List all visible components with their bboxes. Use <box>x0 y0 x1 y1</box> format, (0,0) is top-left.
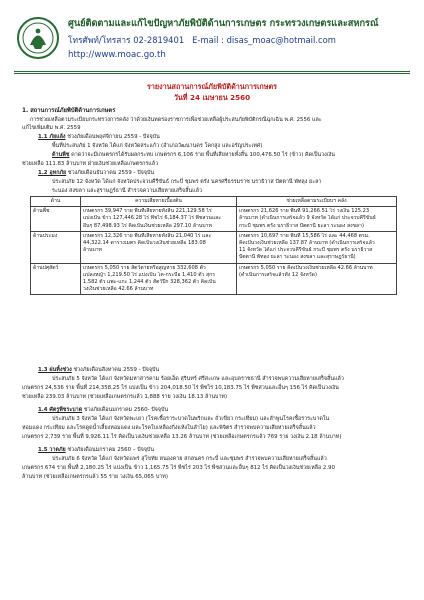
flood-line: ประสบภัย 12 จังหวัด ได้แก่ จังหวัดประจวบคีรีขันธ์ กระบี่ ชุมพร ตรัง นครศรีธรรมราช นราธิวาส ปัตตานี พัทลุง ยะลา <box>52 179 322 185</box>
contact-line <box>68 33 336 47</box>
drought-line: พื้นที่ประสบภัย 1 จังหวัด ได้แก่ จังหวัดสระแก้ว (อำเภอวัฒนานคร โคกสูง และอรัญประเทศ) <box>52 143 263 149</box>
storm-period: ช่วงภัยเดือนมกราคม 2560 – ปัจจุบัน <box>65 447 155 453</box>
intro-line: การช่วยเหลือตามระเบียบกระทรวงการคลัง ว่าด้วยเงินทดรองราชการเพื่อช่วยเหลือผู้ประสบภัยพิบัติกรณีฉุกเฉิน พ.ศ. 2556 และ <box>30 117 322 123</box>
cell-line: กระบี่ ชุมพร ตรัง นราธิวาส ปัตตานี ยะลา ระนอง สงขลา) <box>239 222 365 229</box>
flood-damage-table <box>30 196 397 295</box>
cell-line: เกษตรกร 39,947 ราย พื้นที่เสียหายทั้งสิ้น 221,129.58 ไร่ <box>83 208 212 215</box>
dry-spell-line: ช่วยเหลือ 239.03 ล้านบาท (ช่วยเหลือเกษตรกรแล้ว 1,888 ราย วงเงิน 18.13 ล้านบาท) <box>22 394 228 400</box>
cell-line: เกษตรกร 5,050 ราย คิดเป็นวงเงินช่วยเหลือ 42.66 ล้านบาท <box>239 264 373 271</box>
pest-period: ช่วงภัยเดือนมกราคม 2560- ปัจจุบัน <box>82 407 169 413</box>
drought-heading <box>38 133 160 141</box>
storm-line: ล้านบาท (ช่วยเหลือเกษตรกรแล้ว 55 ราย วงเงิน 65,065 บาท) <box>22 474 168 480</box>
cell-line: ปัตตานี พัทลุง ยะลา ระนอง สงขลา และสุราษฎร์ธานี) <box>239 254 356 261</box>
storm-line: เกษตรกร 674 ราย พื้นที่ 2,180.25 ไร่ แบ่งเป็น ข้าว 1,165.75 ไร่ พืชไร่ 203 ไร่ พืชสวนและอื่นๆ 812 ไร่ คิดเป็นวงเงินช่วยเหลือ 2.90 <box>22 465 335 471</box>
storm-line: ประสบภัย 6 จังหวัด ได้แก่ จังหวัดแพร่ สุโขทัย หนองคาย สกลนคร กระบี่ และชุมพร สำรวจพบความเสียหายเสร็จสิ้นแล้ว <box>52 456 327 462</box>
row-label: ด้านปศุสัตว์ <box>31 263 81 295</box>
pest-label: 1.4 ศัตรูพืชระบาด <box>38 407 83 413</box>
flood-heading <box>38 169 154 177</box>
dry-spell-period: ช่วงภัยเดือนสิงหาคม 2559 - ปัจจุบัน <box>71 367 160 373</box>
report-date: วันที่ 24 เมษายน 2560 <box>173 93 251 102</box>
section-1-5-heading <box>38 446 154 454</box>
damage-cell <box>81 231 237 263</box>
drought-line: ช่วยเหลือ 111.83 ล้านบาท ฝ่ายเงินช่วยเหลือเกษตรกรแล้ว <box>22 161 159 167</box>
cell-line: ล้านบาท <box>83 247 102 254</box>
moac-seal-icon <box>16 14 60 62</box>
table-header: ความเสียหายเบื้องต้น <box>81 197 237 207</box>
section-1-3-heading <box>38 366 159 374</box>
website-link[interactable]: http://www.moac.go.th <box>68 50 166 60</box>
row-label: ด้านประมง <box>31 231 81 263</box>
letterhead <box>16 14 408 68</box>
cell-line: เกษตรกร 21,626 ราย พื้นที่ 91,266.51 ไร่ วงเงิน 125.23 <box>239 208 370 215</box>
cell-line: อื่นๆ 87,498.93 ไร่ คิดเป็นเงินช่วยเหลือ 297.10 ล้านบาท <box>83 222 212 229</box>
table-header-row <box>31 197 397 207</box>
pest-line: ประสบภัย 3 จังหวัด ได้แก่ จังหวัดพะเยา (โรคเชื้อราระบาดในพริกและ ถั่วเขียว กระเทียม) และลำพูนโรคเชื้อราระบาดใน <box>52 416 330 422</box>
damage-cell <box>81 207 237 232</box>
pest-line: เกษตรกร 2,739 ราย พื้นที่ 9,926.11 ไร่ คิดเป็นวงเงินช่วยเหลือ 13.26 ล้านบาท (ช่วยเหลือเกษตรกรแล้ว 769 ราย วงเงิน 2.18 ล้านบาท) <box>22 434 342 440</box>
cell-line: 44,322.14 ตารางเมตร คิดเป็นวงเงินช่วยเหลือ 183.08 <box>83 240 206 247</box>
aid-cell <box>237 231 397 263</box>
cell-line: 1,582 ตัว แพะ-แกะ 1,244 ตัว สัตว์ปีก 328,362 ตัว คิดเป็น <box>83 279 216 286</box>
table-header: ด้าน <box>31 197 81 207</box>
dry-spell-line: เกษตรกร 24,536 ราย พื้นที่ 214,358.25 ไร่ แบ่งเป็น ข้าว 204,018.50 ไร่ พืชไร่ 10,183.75 ไร่ พืชสวนและอื่นๆ 156 ไร่ คิดเป็นวงเงิน <box>22 385 339 391</box>
flood-period: ช่วงภัยเดือนธันวาคม 2559 - ปัจจุบัน <box>66 170 155 176</box>
storm-label: 1.5 วาตภัย <box>38 447 66 453</box>
cell-line: 11 จังหวัด ได้แก่ ประจวบคีรีขันธ์ กระบี่ ชุมพร ตรัง นราธิวาส <box>239 247 373 254</box>
report-title: รายงานสถานการณ์ภัยพิบัติด้านการเกษตร <box>146 82 278 91</box>
drought-label: 1.1 ภัยแล้ง <box>38 134 66 140</box>
cell-line: ล้านบาท (ดำเนินการเสร็จแล้ว 9 จังหวัด ได้แก่ ประจวบคีรีขันธ์ <box>239 215 376 222</box>
cell-line: คิดเป็นวงเงินช่วยเหลือ 137.87 ล้านบาท (ดำเนินการเสร็จแล้ว <box>239 240 375 247</box>
org-name: ศูนย์ติดตามและแก้ไขปัญหาภัยพิบัติด้านการเกษตร กระทรวงเกษตรและสหกรณ์ <box>68 18 379 29</box>
intro-line: แก้ไขเพิ่มเติม พ.ศ. 2559 <box>22 125 81 131</box>
crop-label: ด้านพืช <box>52 152 70 158</box>
damage-cell <box>81 263 237 295</box>
table-row <box>31 263 397 295</box>
phone-text: โทรศัพท์/โทรสาร 02-2819401 <box>68 35 185 45</box>
aid-cell <box>237 263 397 295</box>
header-divider-thin <box>14 73 410 74</box>
cell-line: วงเงินช่วยเหลือ 42.66 ล้านบาท <box>83 286 154 293</box>
row-label: ด้านพืช <box>31 207 81 232</box>
cell-line: แบ่งเป็น ข้าว 127,446.28 ไร่ พืชไร่ 6,184.37 ไร่ พืชสวนและ <box>83 215 221 222</box>
cell-line: เกษตรกร 5,050 ราย สัตว์ตายหรือสูญหาย 332,608 ตัว <box>83 264 206 271</box>
cell-line: เกษตรกร 12,326 ราย พื้นที่เสียหายทั้งสิ้น 21,040 ไร่ และ <box>83 232 212 239</box>
cell-line: เกษตรกร 10,697 ราย พื้นที่ 15,586 ไร่ และ 44,468 ตรม. <box>239 232 370 239</box>
drought-period: ช่วงภัยเดือนพฤศจิกายน 2559 - ปัจจุบัน <box>65 134 160 140</box>
table-row <box>31 207 397 232</box>
email-link[interactable]: disas_moac@hotmail.com <box>226 35 336 45</box>
aid-cell <box>237 207 397 232</box>
flood-label: 1.2 อุทกภัย <box>38 170 67 176</box>
flood-line: ระนอง สงขลา และสุราษฎร์ธานี สำรวจความเสียหายเสร็จสิ้นแล้ว <box>52 188 202 194</box>
header-divider <box>14 71 410 72</box>
table-header: ช่วยเหลือตามระเบียบฯ คลัง <box>237 197 397 207</box>
drought-line <box>52 151 335 159</box>
table-row <box>31 231 397 263</box>
cell-line: แปลงหญ้า 1,219.50 ไร่ แบ่งเป็น โค-กระบือ 1,410 ตัว สุกร <box>83 271 215 278</box>
dry-spell-line: ประสบภัย 5 จังหวัด ได้แก่ จังหวัดมหาสารคาม ร้อยเอ็ด สุรินทร์ ศรีสะเกษ และอุบลราชธานี สำรวจพบความเสียหายเสร็จสิ้นแล้ว <box>52 376 344 382</box>
section-1-4-heading <box>38 406 168 414</box>
drought-crop-text: คาดว่าจะมีเกษตรกรได้รับผลกระทบ เกษตรกร 6,106 ราย พื้นที่เสียหายทั้งสิ้น 100,476.50 ไร่ (ข้าว) คิดเป็นวงเงิน <box>69 152 335 158</box>
pest-line: หอมแดง กระเทียม และโรคดูดน้ำเลี้ยงหอมแดง และโรคใบเหลืองกิ่งแห้งในลำไย) และพิจิตร สำรวจพบความเสียหายเสร็จสิ้นแล้ว <box>22 425 316 431</box>
cell-line: (ดำเนินการเสร็จแล้วทั้ง 12 จังหวัด) <box>239 271 317 278</box>
dry-spell-label: 1.3 ฝนทิ้งช่วง <box>38 367 72 373</box>
email-label: E-mail : <box>192 35 224 45</box>
section-heading: 1. สถานการณ์ภัยพิบัติด้านการเกษตร <box>22 108 116 114</box>
